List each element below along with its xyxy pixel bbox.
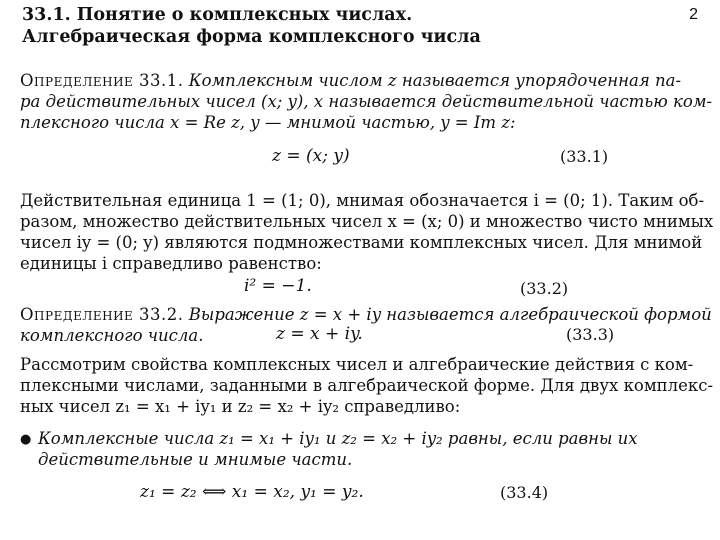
equation-33-1: z = (x; y) bbox=[272, 146, 350, 166]
paragraph-properties bbox=[20, 354, 714, 417]
title-line-2: Алгебраическая форма комплексного числа bbox=[22, 27, 481, 47]
definition-text: Выражение z = x + iy называется алгебраической формой bbox=[188, 305, 712, 324]
text-line: Рассмотрим свойства комплексных чисел и алгебраические действия с ком- bbox=[20, 355, 694, 374]
section-title bbox=[22, 4, 662, 48]
text-line: Действительная единица 1 = (1; 0), мнимая обозначается i = (0; 1). Таким об- bbox=[20, 191, 705, 210]
paragraph-imaginary-unit bbox=[20, 190, 714, 274]
text-line: плексными числами, заданными в алгебраической форме. Для двух комплекс- bbox=[20, 376, 714, 395]
definition-text: комплексного числа. bbox=[20, 326, 204, 345]
title-line-1: 33.1. Понятие о комплексных числах. bbox=[22, 5, 413, 25]
equation-33-2: i² = −1. bbox=[244, 276, 312, 296]
text-line: Комплексные числа z₁ = x₁ + iy₁ и z₂ = x₂ + iy₂ равны, если равны их bbox=[38, 429, 638, 448]
definition-label: Определение 33.1. bbox=[20, 71, 184, 90]
text-line: действительные и мнимые части. bbox=[38, 450, 353, 469]
text-line: чисел iy = (0; y) являются подмножествами комплексных чисел. Для мнимой bbox=[20, 233, 703, 252]
equation-number: (33.4) bbox=[500, 483, 549, 502]
definition-33-1 bbox=[20, 70, 713, 133]
definition-label: Определение 33.2. bbox=[20, 305, 184, 324]
equation-33-3: z = x + iy. bbox=[276, 324, 363, 344]
text-line: ных чисел z₁ = x₁ + iy₁ и z₂ = x₂ + iy₂ справедливо: bbox=[20, 397, 461, 416]
equation-33-4: z₁ = z₂ ⟺ x₁ = x₂, y₁ = y₂. bbox=[140, 482, 364, 502]
equation-number: (33.2) bbox=[520, 279, 569, 298]
definition-text: ра действительных чисел (x; y), x называется действительной частью ком- bbox=[20, 92, 713, 111]
text-line: разом, множество действительных чисел x = (x; 0) и множество чисто мнимых bbox=[20, 212, 714, 231]
bullet-equality bbox=[38, 428, 698, 470]
equation-number: (33.3) bbox=[566, 325, 615, 344]
text-line: единицы i справедливо равенство: bbox=[20, 254, 322, 273]
bullet-icon: ● bbox=[20, 432, 32, 447]
definition-text: плексного числа x = Re z, y — мнимой частью, y = Im z: bbox=[20, 113, 516, 132]
definition-text: Комплексным числом z называется упорядоченная па- bbox=[188, 71, 682, 90]
page-number: 2 bbox=[689, 6, 698, 23]
equation-number: (33.1) bbox=[560, 147, 609, 166]
